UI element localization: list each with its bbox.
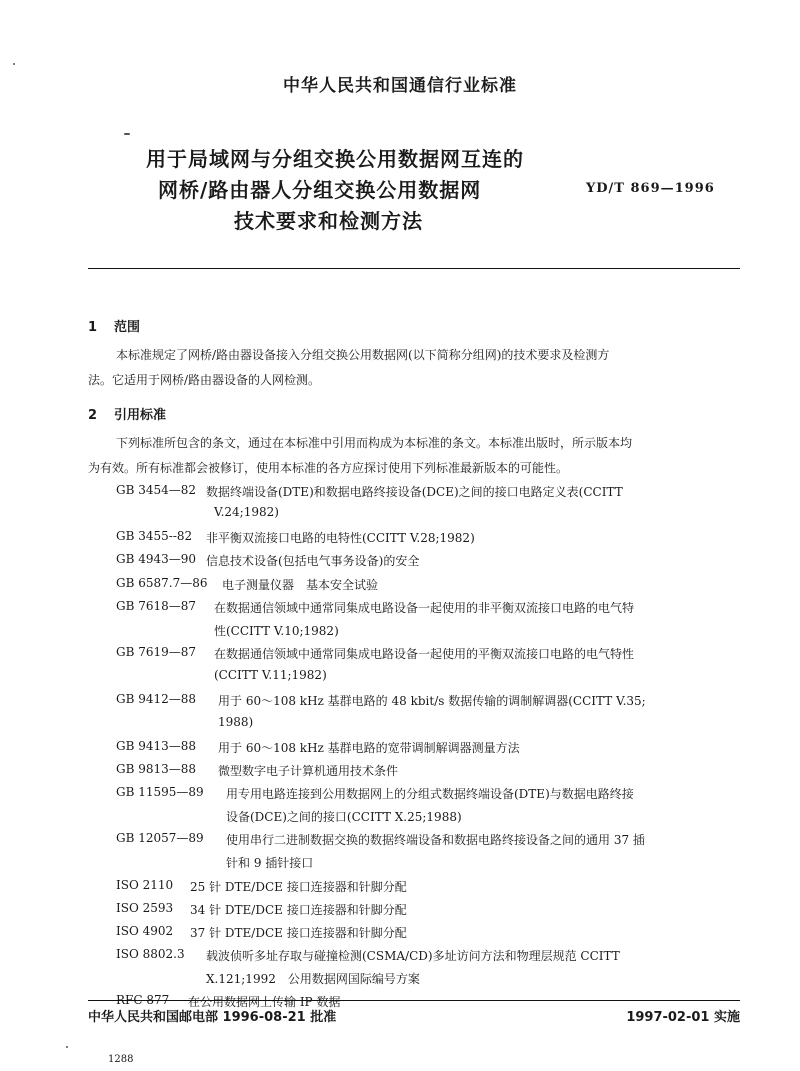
ref-code: GB 7619—87 [116, 645, 197, 659]
ref-code: GB 12057—89 [116, 831, 204, 845]
section-title: 范围 [114, 320, 141, 335]
header-divider [88, 268, 740, 269]
scan-speck [13, 63, 15, 65]
section-number: 2 [88, 408, 98, 423]
ref-text: 微型数字电子计算机通用技术条件 [218, 764, 399, 778]
ref-code: ISO 2110 [116, 878, 174, 892]
ref-text-continued: 性(CCITT V.10;1982) [214, 624, 339, 638]
ref-text-continued: V.24;1982) [214, 505, 279, 519]
ref-text: 信息技术设备(包括电气事务设备)的安全 [206, 554, 420, 568]
ref-code: GB 6587.7—86 [116, 576, 208, 590]
standard-code: YD/T 869—1996 [586, 181, 715, 196]
section-number: 1 [88, 320, 98, 335]
section-1-body-line: 本标准规定了网桥/路由器设备接入分组交换公用数据网(以下简称分组网)的技术要求及检测方 [116, 348, 610, 362]
section-2-heading [88, 404, 166, 423]
ref-code: ISO 2593 [116, 901, 174, 915]
ref-text-continued: 设备(DCE)之间的接口(CCITT X.25;1988) [226, 810, 462, 824]
ref-text: 37 针 DTE/DCE 接口连接器和针脚分配 [190, 926, 407, 940]
ref-text: 用于 60～108 kHz 基群电路的宽带调制解调器测量方法 [218, 741, 520, 755]
ref-text: 在公用数据网上传输 IP 数据 [188, 995, 341, 1009]
ref-text: 25 针 DTE/DCE 接口连接器和针脚分配 [190, 880, 407, 894]
section-2-body-line: 为有效。所有标准都会被修订，使用本标准的各方应探讨使用下列标准最新版本的可能性。 [88, 461, 569, 475]
section-1-heading [88, 316, 140, 335]
ref-text: 非平衡双流接口电路的电特性(CCITT V.28;1982) [206, 531, 475, 545]
ref-code: ISO 4902 [116, 924, 174, 938]
ref-code: RFC 877 [116, 993, 170, 1007]
scan-speck [124, 133, 130, 135]
scan-speck [66, 1046, 68, 1048]
ref-text: 载波侦听多址存取与碰撞检测(CSMA/CD)多址访问方法和物理层规范 CCITT [206, 949, 620, 963]
ref-code: GB 7618—87 [116, 599, 197, 613]
ref-text: 使用串行二进制数据交换的数据终端设备和数据电路终接设备之间的通用 37 插 [226, 833, 645, 847]
section-title: 引用标准 [114, 408, 167, 423]
approval-line: 中华人民共和国邮电部 1996-08-21 批准 [88, 1010, 337, 1025]
ref-text: 用专用电路连接到公用数据网上的分组式数据终端设备(DTE)与数据电路终接 [226, 787, 634, 801]
ref-text: 34 针 DTE/DCE 接口连接器和针脚分配 [190, 903, 407, 917]
implementation-date: 1997-02-01 实施 [626, 1010, 740, 1025]
ref-text: 在数据通信领域中通常同集成电路设备一起使用的平衡双流接口电路的电气特性 [214, 647, 635, 661]
ref-text: 数据终端设备(DTE)和数据电路终接设备(DCE)之间的接口电路定义表(CCITT [206, 485, 623, 499]
standard-org-header: 中华人民共和国通信行业标准 [283, 76, 517, 96]
ref-code: ISO 8802.3 [116, 947, 185, 961]
ref-text-continued: (CCITT V.11;1982) [214, 668, 327, 682]
ref-text-continued: X.121;1992 公用数据网国际编号方案 [206, 972, 420, 986]
ref-code: GB 9412—88 [116, 692, 197, 706]
ref-code: GB 3455--82 [116, 529, 193, 543]
section-1-body-line: 法。它适用于网桥/路由器设备的人网检测。 [88, 373, 321, 387]
section-2-body-line: 下列标准所包含的条文，通过在本标准中引用而构成为本标准的条文。本标准出版时，所示版本均 [116, 436, 633, 450]
ref-code: GB 3454—82 [116, 483, 197, 497]
title-line-1: 用于局域网与分组交换公用数据网互连的 [146, 147, 524, 171]
ref-code: GB 9413—88 [116, 739, 197, 753]
ref-text-continued: 1988) [218, 715, 254, 729]
title-line-3: 技术要求和检测方法 [234, 209, 423, 233]
page-number: 1288 [108, 1054, 134, 1065]
ref-code: GB 9813—88 [116, 762, 197, 776]
ref-code: GB 11595—89 [116, 785, 204, 799]
ref-text: 用于 60～108 kHz 基群电路的 48 kbit/s 数据传输的调制解调器(CCITT V.35; [218, 694, 646, 708]
ref-code: GB 4943—90 [116, 552, 197, 566]
ref-text: 电子测量仪器 基本安全试验 [222, 578, 379, 592]
title-line-2: 网桥/路由器人分组交换公用数据网 [158, 178, 482, 202]
footer-divider [88, 1000, 740, 1001]
ref-text-continued: 针和 9 插针接口 [226, 856, 314, 870]
ref-text: 在数据通信领域中通常同集成电路设备一起使用的非平衡双流接口电路的电气特 [214, 601, 635, 615]
